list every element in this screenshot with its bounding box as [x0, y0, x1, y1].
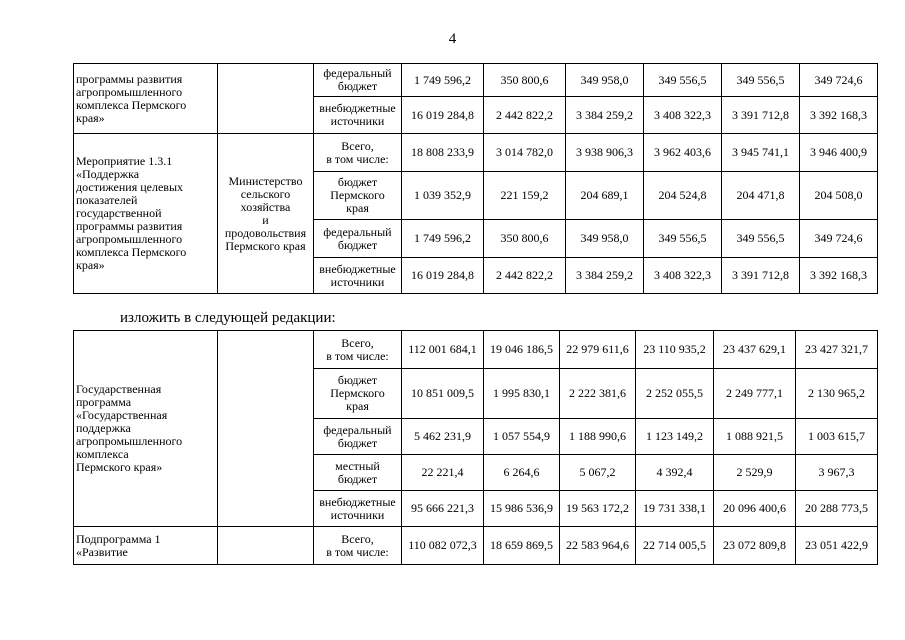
funding-source: внебюджетные источники [314, 491, 402, 527]
value-cell: 19 046 186,5 [484, 331, 560, 369]
page-number: 4 [448, 31, 457, 47]
value-cell: 350 800,6 [484, 64, 566, 97]
value-cell: 221 159,2 [484, 172, 566, 220]
value-cell: 3 392 168,3 [800, 258, 878, 294]
value-cell: 2 252 055,5 [636, 369, 714, 419]
instruction-text: изложить в следующей редакции: [120, 310, 336, 326]
value-cell: 1 003 615,7 [796, 419, 878, 455]
value-cell: 349 556,5 [644, 64, 722, 97]
budget-table-bottom [73, 330, 878, 565]
item-name: Мероприятие 1.3.1 «Поддержка достижения целевых показателей государственной программы развития агропромышленного комплекса Пермского края» [74, 134, 218, 294]
value-cell: 15 986 536,9 [484, 491, 560, 527]
value-cell: 23 072 809,8 [714, 527, 796, 565]
value-cell: 2 222 381,6 [560, 369, 636, 419]
value-cell: 3 938 906,3 [566, 134, 644, 172]
value-cell: 3 945 741,1 [722, 134, 800, 172]
funding-source: внебюджетные источники [314, 97, 402, 134]
executor-cell [218, 331, 314, 527]
executor-name: Министерство сельского хозяйства и продовольствия Пермского края [218, 134, 314, 294]
funding-source: федеральный бюджет [314, 419, 402, 455]
value-cell: 22 221,4 [402, 455, 484, 491]
value-cell: 2 130 965,2 [796, 369, 878, 419]
value-cell: 22 979 611,6 [560, 331, 636, 369]
item-name: программы развития агропромышленного комплекса Пермского края» [74, 64, 218, 134]
value-cell: 23 110 935,2 [636, 331, 714, 369]
table-row [74, 331, 878, 369]
value-cell: 204 471,8 [722, 172, 800, 220]
value-cell: 2 529,9 [714, 455, 796, 491]
value-cell: 16 019 284,8 [402, 97, 484, 134]
funding-source: федеральный бюджет [314, 220, 402, 258]
value-cell: 349 724,6 [800, 64, 878, 97]
value-cell: 23 437 629,1 [714, 331, 796, 369]
value-cell: 4 392,4 [636, 455, 714, 491]
table-row [74, 134, 878, 172]
value-cell: 350 800,6 [484, 220, 566, 258]
value-cell: 18 808 233,9 [402, 134, 484, 172]
funding-source: федеральный бюджет [314, 64, 402, 97]
value-cell: 23 051 422,9 [796, 527, 878, 565]
value-cell: 1 749 596,2 [402, 220, 484, 258]
value-cell: 204 524,8 [644, 172, 722, 220]
funding-source: Всего, в том числе: [314, 527, 402, 565]
value-cell: 349 724,6 [800, 220, 878, 258]
item-name: Подпрограмма 1 «Развитие [74, 527, 218, 565]
value-cell: 3 391 712,8 [722, 258, 800, 294]
value-cell: 112 001 684,1 [402, 331, 484, 369]
value-cell: 3 962 403,6 [644, 134, 722, 172]
funding-source: Всего, в том числе: [314, 134, 402, 172]
value-cell: 19 731 338,1 [636, 491, 714, 527]
funding-source: Всего, в том числе: [314, 331, 402, 369]
value-cell: 1 188 990,6 [560, 419, 636, 455]
value-cell: 3 384 259,2 [566, 258, 644, 294]
value-cell: 22 714 005,5 [636, 527, 714, 565]
item-name: Государственная программа «Государственная поддержка агропромышленного комплекса Пермского края» [74, 331, 218, 527]
value-cell: 1 749 596,2 [402, 64, 484, 97]
value-cell: 18 659 869,5 [484, 527, 560, 565]
value-cell: 1 039 352,9 [402, 172, 484, 220]
value-cell: 204 689,1 [566, 172, 644, 220]
value-cell: 20 288 773,5 [796, 491, 878, 527]
value-cell: 19 563 172,2 [560, 491, 636, 527]
funding-source: бюджет Пермского края [314, 369, 402, 419]
value-cell: 5 067,2 [560, 455, 636, 491]
funding-source: местный бюджет [314, 455, 402, 491]
value-cell: 349 958,0 [566, 64, 644, 97]
value-cell: 3 408 322,3 [644, 97, 722, 134]
funding-source: внебюджетные источники [314, 258, 402, 294]
value-cell: 349 556,5 [722, 220, 800, 258]
value-cell: 20 096 400,6 [714, 491, 796, 527]
value-cell: 349 958,0 [566, 220, 644, 258]
value-cell: 3 408 322,3 [644, 258, 722, 294]
table-row [74, 527, 878, 565]
value-cell: 349 556,5 [722, 64, 800, 97]
value-cell: 1 995 830,1 [484, 369, 560, 419]
budget-table-top [73, 63, 878, 294]
value-cell: 110 082 072,3 [402, 527, 484, 565]
value-cell: 1 123 149,2 [636, 419, 714, 455]
value-cell: 3 946 400,9 [800, 134, 878, 172]
value-cell: 204 508,0 [800, 172, 878, 220]
value-cell: 2 249 777,1 [714, 369, 796, 419]
value-cell: 3 014 782,0 [484, 134, 566, 172]
value-cell: 1 057 554,9 [484, 419, 560, 455]
value-cell: 3 384 259,2 [566, 97, 644, 134]
executor-cell [218, 527, 314, 565]
value-cell: 6 264,6 [484, 455, 560, 491]
value-cell: 2 442 822,2 [484, 97, 566, 134]
value-cell: 5 462 231,9 [402, 419, 484, 455]
value-cell: 16 019 284,8 [402, 258, 484, 294]
value-cell: 349 556,5 [644, 220, 722, 258]
value-cell: 3 391 712,8 [722, 97, 800, 134]
value-cell: 2 442 822,2 [484, 258, 566, 294]
value-cell: 22 583 964,6 [560, 527, 636, 565]
value-cell: 1 088 921,5 [714, 419, 796, 455]
value-cell: 3 392 168,3 [800, 97, 878, 134]
table-row [74, 64, 878, 97]
value-cell: 95 666 221,3 [402, 491, 484, 527]
value-cell: 10 851 009,5 [402, 369, 484, 419]
executor-cell [218, 64, 314, 134]
value-cell: 23 427 321,7 [796, 331, 878, 369]
value-cell: 3 967,3 [796, 455, 878, 491]
funding-source: бюджет Пермского края [314, 172, 402, 220]
